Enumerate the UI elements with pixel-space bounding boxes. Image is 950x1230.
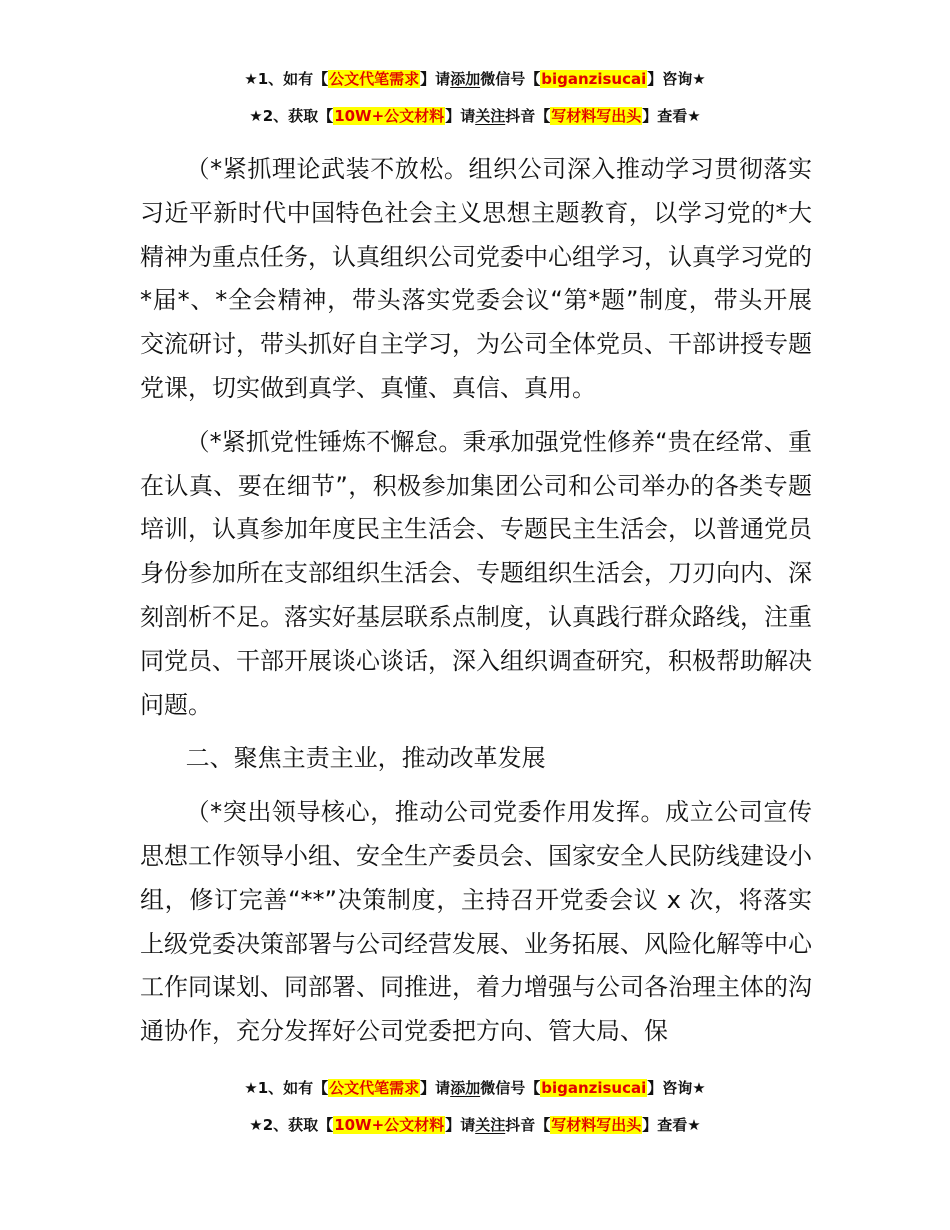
banner-text: 】请 [445, 107, 476, 125]
banner-highlight-materials: 10W+公文材料 [334, 107, 445, 125]
banner-highlight-douyin: 写材料写出头 [551, 1116, 642, 1134]
banner-highlight-douyin: 写材料写出头 [551, 107, 642, 125]
banner-text: ★2、获取【 [249, 107, 334, 125]
banner-text: ★1、如有【 [244, 1079, 329, 1097]
bottom-banner-line-1 [0, 1077, 950, 1099]
top-banner-line-2 [0, 105, 950, 127]
banner-text: 】咨询★ [647, 1079, 706, 1097]
banner-highlight-service: 公文代笔需求 [329, 70, 420, 88]
banner-text: 】请 [445, 1116, 476, 1134]
banner-underlined-word: 关注 [475, 1116, 506, 1134]
banner-text: 】请 [420, 1079, 451, 1097]
banner-underlined-word: 添加 [450, 1079, 481, 1097]
banner-text: 抖音【 [505, 1116, 551, 1134]
banner-text: 微信号【 [480, 70, 541, 88]
banner-text: 抖音【 [505, 107, 551, 125]
banner-highlight-service: 公文代笔需求 [329, 1079, 420, 1097]
banner-text: 】查看★ [642, 1116, 701, 1134]
banner-text: 微信号【 [480, 1079, 541, 1097]
paragraph-leadership-core: （*突出领导核心，推动公司党委作用发挥。成立公司宣传思想工作领导小组、安全生产委员会、国家安全人民防线建设小组，修订完善“**”决策制度，主持召开党委会议 x 次，将落实上级党委决策部署与公司经营发展、业务拓展、风险化解等中心工作同谋划、同部署、同推进，着力增强与公司各治理主体的沟通协作，充分发挥好公司党委把方向、管大局、保 [140, 798, 812, 1046]
banner-text: 】请 [420, 70, 451, 88]
bottom-banner-line-2 [0, 1114, 950, 1136]
banner-text: ★1、如有【 [244, 70, 329, 88]
banner-highlight-materials: 10W+公文材料 [334, 1116, 445, 1134]
banner-text: 】咨询★ [647, 70, 706, 88]
banner-underlined-word: 添加 [450, 70, 481, 88]
paragraph-party-spirit: （*紧抓党性锤炼不懈怠。秉承加强党性修养“贵在经常、重在认真、要在细节”，积极参加集团公司和公司举办的各类专题培训，认真参加年度民主生活会、专题民主生活会，以普通党员身份参加所在支部组织生活会、专题组织生活会，刀刃向内、深刻剖析不足。落实好基层联系点制度，认真践行群众路线，注重同党员、干部开展谈心谈话，深入组织调查研究，积极帮助解决问题。 [140, 427, 812, 719]
paragraph-theory-study: （*紧抓理论武装不放松。组织公司深入推动学习贯彻落实习近平新时代中国特色社会主义思想主题教育，以学习党的*大精神为重点任务，认真组织公司党委中心组学习，认真学习党的*届*、*全会精神，带头落实党委会议“第*题”制度，带头开展交流研讨，带头抓好自主学习，为公司全体党员、干部讲授专题党课，切实做到真学、真懂、真信、真用。 [140, 155, 812, 402]
banner-highlight-wechat-id: biganzisucai [541, 1079, 647, 1097]
section-heading: 二、聚焦主责主业，推动改革发展 [185, 744, 546, 773]
top-banner-line-1 [0, 68, 950, 90]
banner-highlight-wechat-id: biganzisucai [541, 70, 647, 88]
banner-text: ★2、获取【 [249, 1116, 334, 1134]
banner-underlined-word: 关注 [475, 107, 506, 125]
document-body [140, 148, 812, 1064]
banner-text: 】查看★ [642, 107, 701, 125]
